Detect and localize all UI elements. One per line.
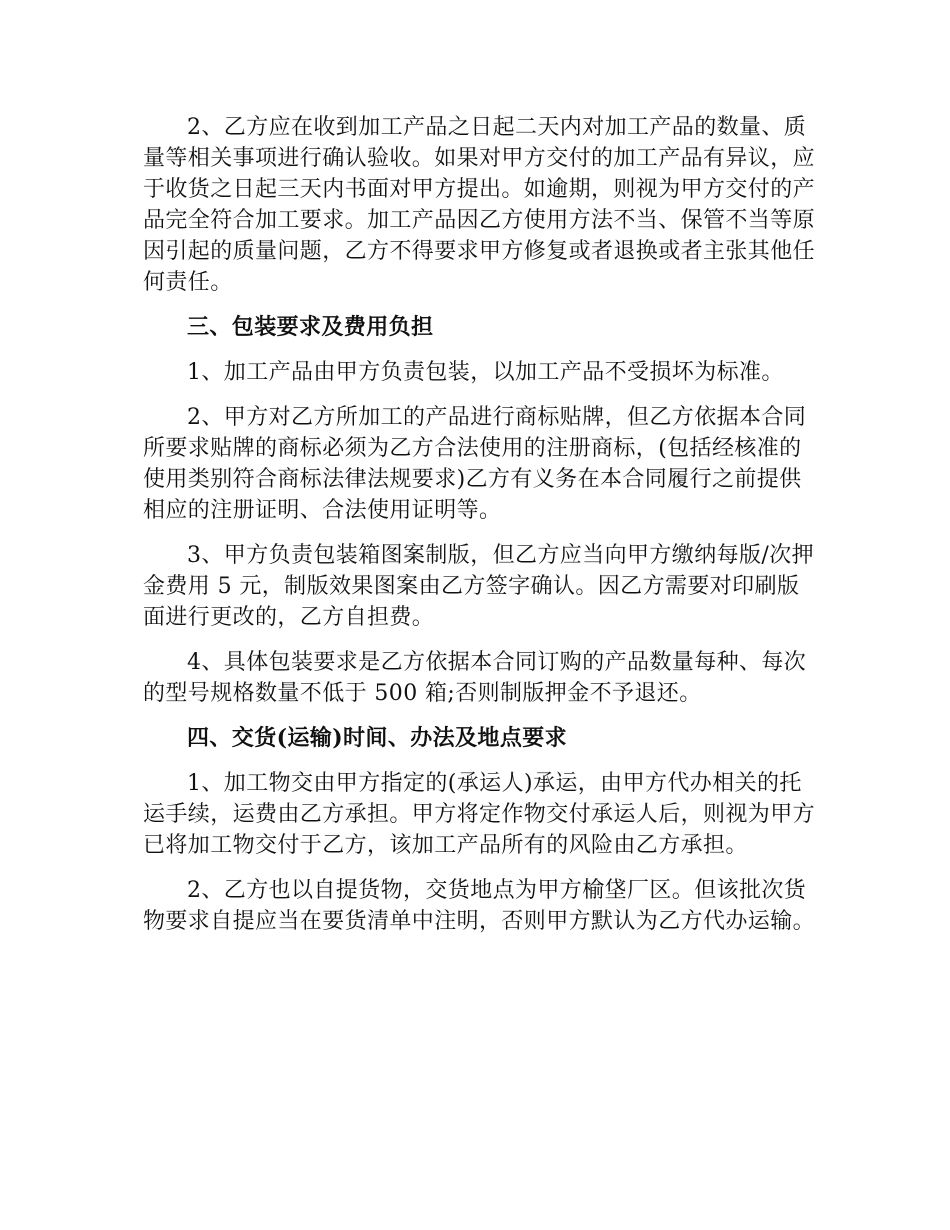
paragraph-packaging-3: 3、甲方负责包装箱图案制版，但乙方应当向甲方缴纳每版/次押金费用 5 元，制版效果图案由乙方签字确认。因乙方需要对印刷版面进行更改的，乙方自担费。 (143, 543, 815, 630)
paragraph-packaging-1: 1、加工产品由甲方负责包装，以加工产品不受损坏为标准。 (187, 360, 784, 385)
section-heading-delivery: 四、交货(运输)时间、办法及地点要求 (187, 725, 568, 751)
paragraph-2-acceptance: 2、乙方应在收到加工产品之日起二天内对加工产品的数量、质量等相关事项进行确认验收。如果对甲方交付的加工产品有异议，应于收货之日起三天内书面对甲方提出。如逾期，则视为甲方交付的产品完全符合加工要求。加工产品因乙方使用方法不当、保管不当等原因引起的质量问题，乙方不得要求甲方修复或者退换或者主张其他任何责任。 (143, 115, 816, 295)
paragraph-packaging-4: 4、具体包装要求是乙方依据本合同订购的产品数量每种、每次的型号规格数量不低于 500 箱;否则制版押金不予退还。 (143, 650, 807, 706)
paragraph-delivery-1: 1、加工物交由甲方指定的(承运人)承运，由甲方代办相关的托运手续，运费由乙方承担。甲方将定作物交付承运人后，则视为甲方已将加工物交付于乙方，该加工产品所有的风险由乙方承担。 (143, 771, 816, 858)
section-heading-packaging: 三、包装要求及费用负担 (187, 314, 434, 340)
paragraph-delivery-2: 2、乙方也以自提货物，交货地点为甲方榆垡厂区。但该批次货物要求自提应当在要货清单中注明，否则甲方默认为乙方代办运输。 (143, 878, 816, 934)
paragraph-packaging-2: 2、甲方对乙方所加工的产品进行商标贴牌，但乙方依据本合同所要求贴牌的商标必须为乙方合法使用的注册商标，(包括经核准的使用类别符合商标法律法规要求)乙方有义务在本合同履行之前提供相应的注册证明、合法使用证明等。 (143, 405, 807, 523)
document-page (143, 112, 815, 951)
